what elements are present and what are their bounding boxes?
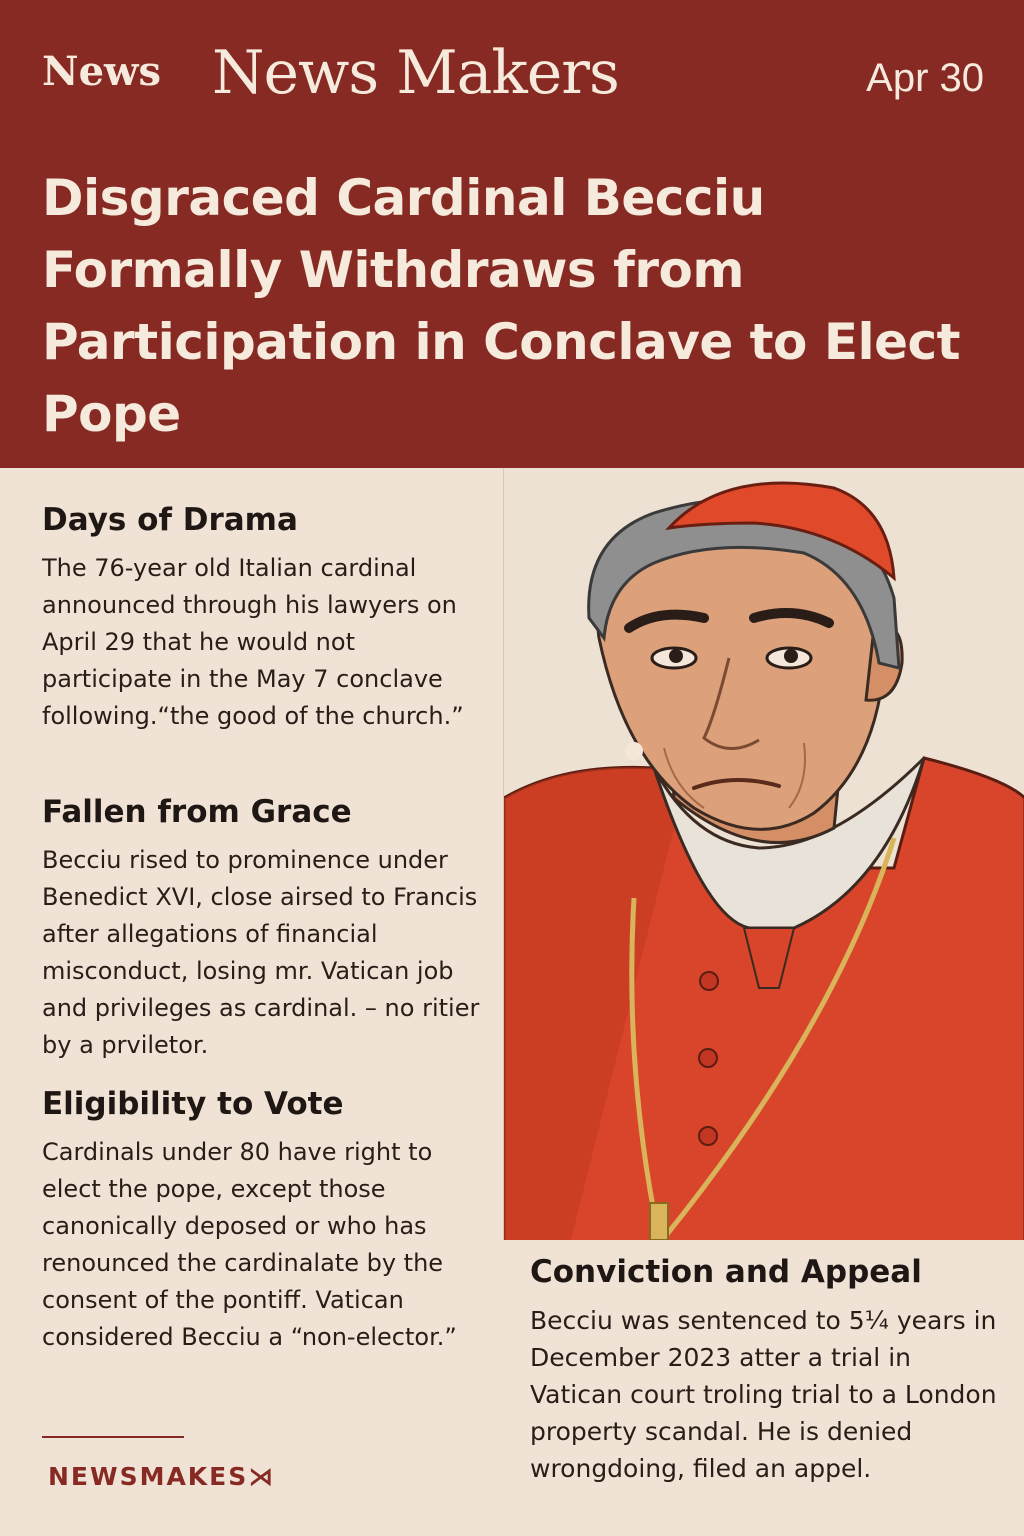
section-days-of-drama <box>42 500 492 735</box>
brand-title: News Makers <box>212 38 619 108</box>
cardinal-portrait-icon <box>504 468 1024 1240</box>
section-conviction-and-appeal <box>530 1252 1000 1487</box>
section-title: Conviction and Appeal <box>530 1254 922 1290</box>
footer-logo: NEWSMAKES⋊ <box>48 1462 276 1491</box>
section-eligibility-to-vote <box>42 1084 492 1356</box>
section-title: Days of Drama <box>42 502 298 538</box>
section-title: Eligibility to Vote <box>42 1086 344 1122</box>
cardinal-portrait <box>503 468 1024 1240</box>
section-body: The 76-year old Italian cardinal announced through his lawyers on April 29 that he would not participate in the May 7 conclave following.“the good of the church.” <box>42 554 464 730</box>
masthead-banner <box>0 0 1024 468</box>
section-body: Cardinals under 80 have right to elect the pope, except those canonically deposed or who has renounced the cardinalate by the consent of the pontiff. Vatican considered Becciu a “non-elector.” <box>42 1138 457 1351</box>
section-body: Becciu was sentenced to 5¼ years in December 2023 atter a trial in Vatican court troling trial to a London property scandal. He is denied wrongdoing, filed an appel. <box>530 1306 997 1483</box>
section-fallen-from-grace <box>42 792 492 1064</box>
section-body: Becciu rised to prominence under Benedict XVI, close airsed to Francis after allegations of financial misconduct, losing mr. Vatican job and privileges as cardinal. – no ritier by a prviletor. <box>42 846 480 1059</box>
brand-logo-small: News <box>42 48 161 95</box>
section-title: Fallen from Grace <box>42 794 352 830</box>
footer-divider <box>42 1436 184 1438</box>
headline: Disgraced Cardinal Becciu Formally Withdraws from Participation in Conclave to Elect Pope <box>42 169 961 443</box>
issue-date: Apr 30 <box>866 56 984 100</box>
